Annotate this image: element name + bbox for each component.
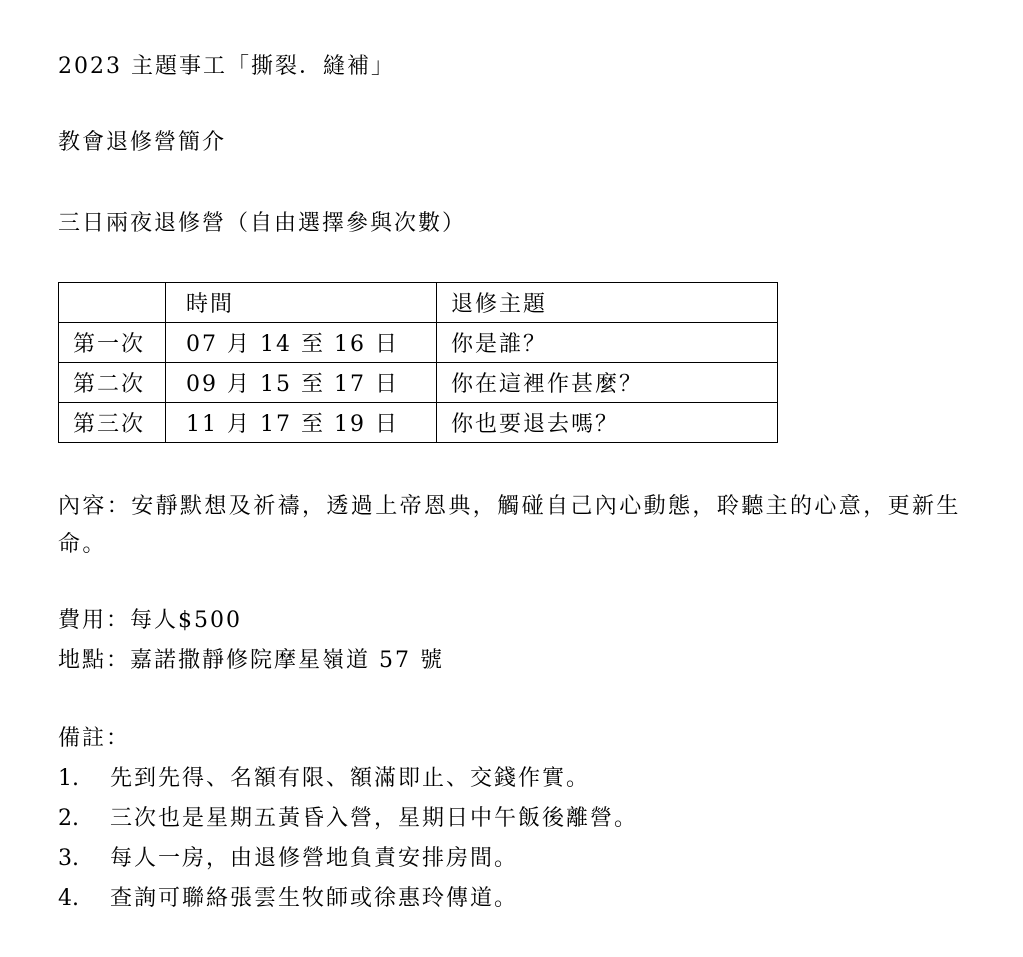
table-cell-theme: 你是誰？ bbox=[437, 323, 778, 363]
schedule-table bbox=[58, 282, 778, 443]
list-item-text: 每人一房，由退修營地負責安排房間。 bbox=[110, 846, 519, 871]
list-item-text: 查詢可聯絡張雲生牧師或徐惠玲傳道。 bbox=[110, 886, 519, 911]
list-item bbox=[58, 764, 590, 794]
list-item bbox=[58, 844, 518, 874]
list-item bbox=[58, 884, 518, 914]
table-cell-theme: 你在這裡作甚麼？ bbox=[437, 363, 778, 403]
table-row bbox=[59, 403, 778, 443]
list-item-number: 4. bbox=[58, 886, 79, 911]
table-cell-theme: 你也要退去嗎？ bbox=[437, 403, 778, 443]
table-header-row bbox=[59, 283, 778, 323]
table-cell-session: 第三次 bbox=[59, 403, 166, 443]
retreat-heading: 三日兩夜退修營（自由選擇參與次數） bbox=[58, 211, 467, 236]
list-item-text: 三次也是星期五黃昏入營，星期日中午飯後離營。 bbox=[110, 806, 639, 831]
list-item-number: 2. bbox=[58, 806, 79, 831]
table-cell-date: 11 月 17 至 19 日 bbox=[166, 403, 437, 443]
fee-line: 費用：每人$500 bbox=[58, 608, 242, 633]
table-row bbox=[59, 323, 778, 363]
document-subtitle: 教會退修營簡介 bbox=[58, 130, 227, 155]
list-item bbox=[58, 804, 638, 834]
venue-line: 地點：嘉諾撒靜修院摩星嶺道 57 號 bbox=[58, 648, 444, 673]
table-cell-session: 第一次 bbox=[59, 323, 166, 363]
list-item-number: 1. bbox=[58, 766, 79, 791]
table-header-theme: 退修主題 bbox=[437, 283, 778, 323]
table-cell-date: 09 月 15 至 17 日 bbox=[166, 363, 437, 403]
table-row bbox=[59, 363, 778, 403]
table-cell-date: 07 月 14 至 16 日 bbox=[166, 323, 437, 363]
table-header-time: 時間 bbox=[166, 283, 437, 323]
content-paragraph: 內容：安靜默想及祈禱，透過上帝恩典，觸碰自己內心動態，聆聽主的心意，更新生命。 bbox=[58, 494, 961, 557]
document-title: 2023 主題事工「撕裂．縫補」 bbox=[58, 54, 395, 79]
list-item-text: 先到先得、名額有限、額滿即止、交錢作實。 bbox=[110, 766, 591, 791]
notes-heading: 備註： bbox=[58, 726, 131, 751]
list-item-number: 3. bbox=[58, 846, 79, 871]
table-cell-session: 第二次 bbox=[59, 363, 166, 403]
table-header-cell bbox=[59, 283, 166, 323]
